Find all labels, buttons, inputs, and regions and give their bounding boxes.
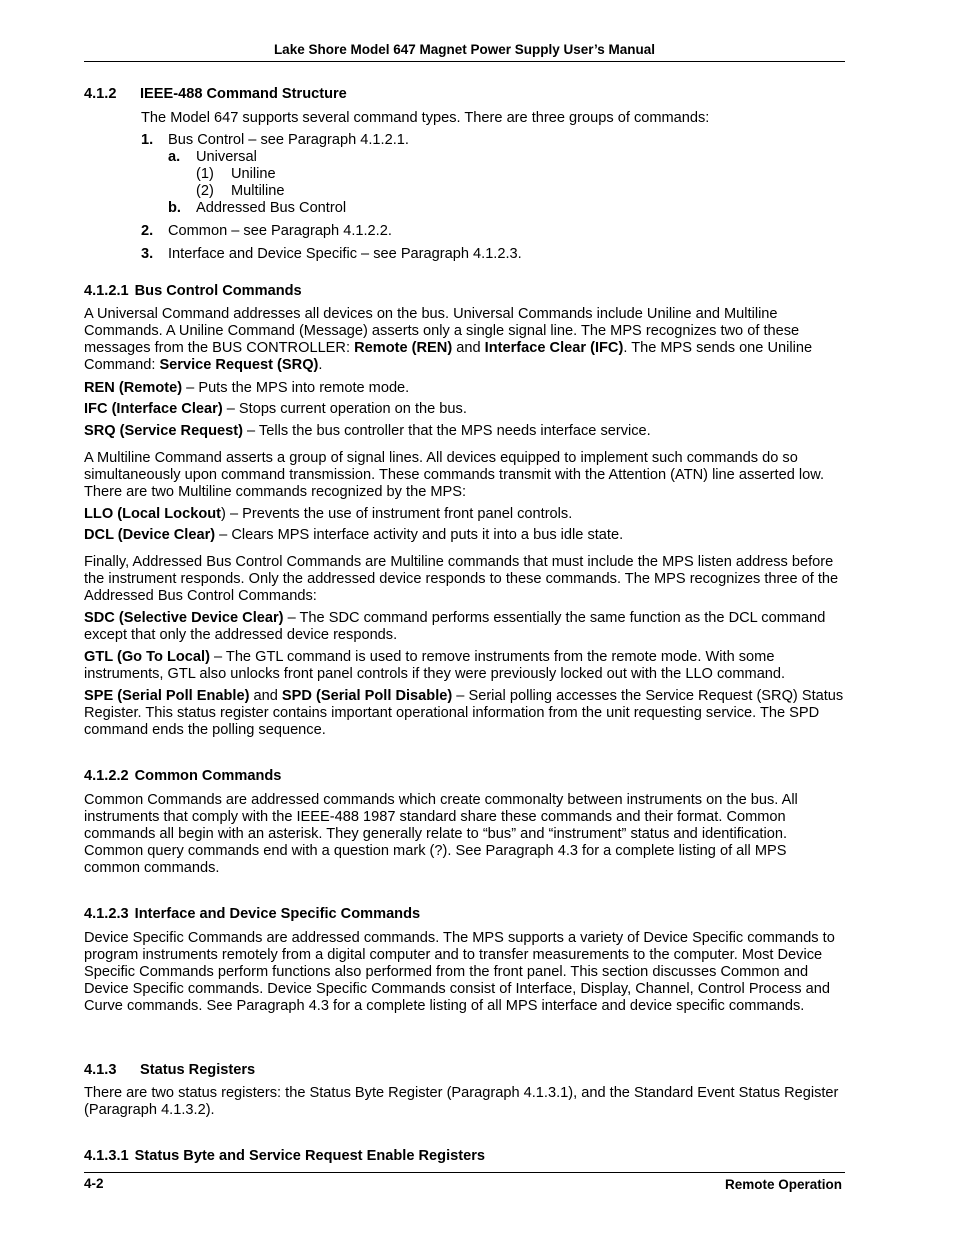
list-item-uniline: Uniline: [231, 166, 276, 182]
definition-dcl: DCL (Device Clear) – Clears MPS interface activity and puts it into a bus idle state.: [84, 527, 624, 543]
section-heading-4-1-2-1: [84, 283, 845, 300]
list-item-letter: b.: [168, 200, 181, 216]
page-number: 4-2: [84, 1176, 104, 1191]
list-item-multiline: Multiline: [231, 183, 285, 199]
definition-llo: LLO (Local Lockout) – Prevents the use of instrument front panel controls.: [84, 506, 573, 522]
list-item-interface-device: Interface and Device Specific – see Paragraph 4.1.2.3.: [168, 246, 522, 262]
section-heading-4-1-2: [84, 86, 845, 103]
section-title: Bus Control Commands: [134, 283, 302, 299]
list-item-number: 2.: [141, 223, 154, 239]
section-number: 4.1.3: [84, 1062, 117, 1078]
list-item-universal: Universal: [196, 149, 257, 165]
section-title: Common Commands: [134, 768, 282, 784]
definition-srq: SRQ (Service Request) – Tells the bus controller that the MPS needs interface service.: [84, 423, 651, 439]
definition-gtl: GTL (Go To Local) – The GTL command is used to remove instruments from the remote mode. With some instruments, GTL also unlocks front panel controls if they were previously locked out with the LLO command.: [84, 649, 786, 682]
definition-ren: REN (Remote) – Puts the MPS into remote mode.: [84, 380, 410, 396]
definition-ifc: IFC (Interface Clear) – Stops current operation on the bus.: [84, 401, 467, 417]
section-number: 4.1.3.1: [84, 1148, 129, 1164]
header-rule: [84, 61, 845, 62]
footer-rule: [84, 1172, 845, 1173]
section-number: 4.1.2.1: [84, 283, 129, 299]
paragraph-device-specific-commands: Device Specific Commands are addressed commands. The MPS supports a variety of Device Specific commands to program instruments remotely from a digital computer and to transfer measurements to the computer. Most Device Specific Commands perform functions also performed from the front panel. This section discusses Common and Device Specific commands. Device Specific Commands consist of Interface, Display, Channel, Control Process and Curve commands. See Paragraph 4.3 for a complete listing of all MPS interface and device specific commands.: [84, 930, 835, 1014]
list-item-letter: a.: [168, 149, 181, 165]
definition-spe-spd: SPE (Serial Poll Enable) and SPD (Serial Poll Disable) – Serial polling accesses the Service Request (SRQ) Status Register. This status register contains important operational information from the unit requesting service. The SPD command ends the polling sequence.: [84, 688, 844, 738]
list-item-addressed-bus-control: Addressed Bus Control: [196, 200, 347, 216]
section-number: 4.1.2.3: [84, 906, 129, 922]
section-heading-4-1-2-3: [84, 906, 845, 923]
section-title: Status Byte and Service Request Enable Registers: [134, 1148, 486, 1164]
footer-section-title: Remote Operation: [724, 1177, 842, 1192]
section-heading-4-1-2-2: [84, 768, 845, 785]
section-title: Status Registers: [140, 1062, 256, 1078]
paragraph-status-registers: There are two status registers: the Status Byte Register (Paragraph 4.1.3.1), and the Standard Event Status Register (Paragraph 4.1.3.2).: [84, 1085, 839, 1118]
list-item-bus-control: Bus Control – see Paragraph 4.1.2.1.: [168, 132, 409, 148]
list-item-paren-number: (2): [196, 183, 214, 199]
section-number: 4.1.2: [84, 86, 117, 102]
list-item-number: 1.: [141, 132, 154, 148]
section-heading-4-1-3-1: [84, 1148, 845, 1165]
intro-paragraph: The Model 647 supports several command types. There are three groups of commands:: [141, 110, 710, 126]
list-item-number: 3.: [141, 246, 154, 262]
definition-sdc: SDC (Selective Device Clear) – The SDC command performs essentially the same function as the DCL command except that only the addressed device responds.: [84, 610, 826, 643]
paragraph-addressed-bus-control: Finally, Addressed Bus Control Commands are Multiline commands that must include the MPS listen address before the instrument responds. Only the addressed device responds to these commands. The MPS recognizes three of the Addressed Bus Control Commands:: [84, 554, 839, 604]
paragraph-multiline-commands: A Multiline Command asserts a group of signal lines. All devices equipped to implement such commands do so simultaneously upon command transmission. These commands transmit with the Attention (ATN) line asserted low. There are two Multiline commands recognized by the MPS:: [84, 450, 825, 500]
page-header-title: Lake Shore Model 647 Magnet Power Supply User’s Manual: [273, 42, 656, 57]
section-heading-4-1-3: [84, 1062, 845, 1079]
list-item-common: Common – see Paragraph 4.1.2.2.: [168, 223, 392, 239]
paragraph-common-commands: Common Commands are addressed commands which create commonalty between instruments on the bus. All instruments that comply with the IEEE-488 1987 standard share these commands and their format. Common commands all begin with an asterisk. They generally relate to “bus” and “instrument” status and identification. Common query commands end with a question mark (?). See Paragraph 4.3 for a complete listing of all MPS common commands.: [84, 792, 798, 876]
paragraph-universal-commands: A Universal Command addresses all devices on the bus. Universal Commands include Uniline and Multiline Commands. A Uniline Command (Message) asserts only a single signal line. The MPS recognizes two of these messages from the BUS CONTROLLER: Remote (REN) and Interface Clear (IFC). The MPS sends one Uniline Command: Service Request (SRQ).: [84, 306, 813, 373]
section-title: Interface and Device Specific Commands: [134, 906, 421, 922]
section-number: 4.1.2.2: [84, 768, 129, 784]
list-item-paren-number: (1): [196, 166, 214, 182]
section-title: IEEE-488 Command Structure: [140, 86, 347, 102]
